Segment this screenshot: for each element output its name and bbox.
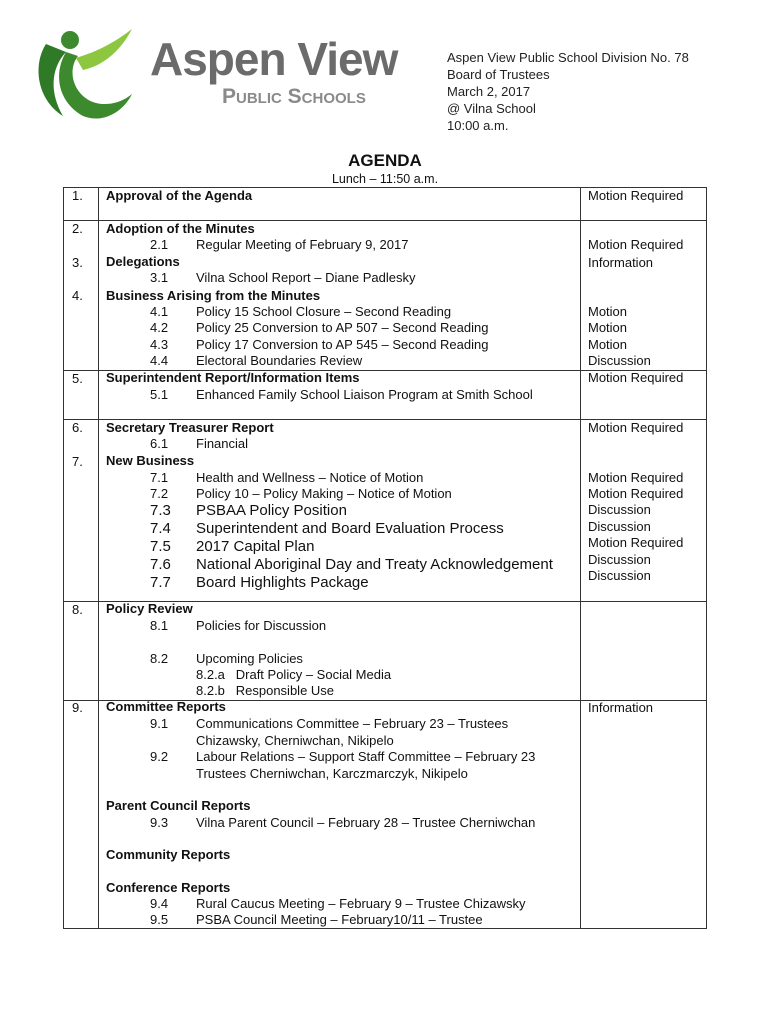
subitem-text: Chizawsky, Cherniwchan, Nikipelo — [196, 733, 394, 748]
item-number: 3. — [72, 255, 83, 270]
page-title: AGENDA — [348, 151, 422, 170]
item-title: Delegations — [106, 254, 180, 269]
subitem-number: 7.4 — [150, 520, 171, 537]
subitem-text: PSBAA Policy Position — [196, 502, 347, 519]
item-title: Superintendent Report/Information Items — [106, 370, 360, 385]
item-title: Secretary Treasurer Report — [106, 420, 274, 435]
subitem-number: 9.3 — [150, 815, 169, 830]
item-number: 1. — [72, 188, 83, 203]
header-line: March 2, 2017 — [447, 84, 531, 99]
item-title: Committee Reports — [106, 699, 226, 714]
subitem-text: Upcoming Policies — [196, 651, 303, 666]
subitem-number: 9.2 — [150, 749, 169, 764]
section-subheading: Parent Council Reports — [106, 798, 251, 813]
subitem-text: Policy 25 Conversion to AP 507 – Second Reading — [196, 320, 489, 335]
item-title: Approval of the Agenda — [106, 188, 253, 203]
meeting-header — [447, 49, 689, 134]
subitem-text: Regular Meeting of February 9, 2017 — [196, 237, 409, 252]
subitem-number: 7.5 — [150, 538, 171, 555]
subitem-number: 8.1 — [150, 618, 169, 633]
subitem-number: 3.1 — [150, 270, 169, 285]
item-number: 6. — [72, 420, 83, 435]
subitem-text: Communications Committee – February 23 – Trustees — [196, 716, 509, 731]
subitem-action: Discussion — [588, 519, 651, 534]
subitem-action: Discussion — [588, 353, 651, 368]
item-action: Motion Required — [588, 188, 684, 203]
item-action: Motion Required — [588, 237, 684, 252]
subitem-action: Motion Required — [588, 535, 684, 550]
item-number: 5. — [72, 371, 83, 386]
item-title: Policy Review — [106, 601, 193, 616]
subitem-number: 4.3 — [150, 337, 169, 352]
subitem-action: Motion Required — [588, 470, 684, 485]
item-action: Motion Required — [588, 370, 684, 385]
item-title: Business Arising from the Minutes — [106, 288, 321, 303]
subitem-number: 5.1 — [150, 387, 169, 402]
subitem-number: 4.1 — [150, 304, 169, 319]
subitem-number: 9.4 — [150, 896, 169, 911]
subitem-text: Policy 15 School Closure – Second Reading — [196, 304, 452, 319]
subitem-text: 8.2.b Responsible Use — [196, 683, 335, 698]
item-number: 4. — [72, 288, 83, 303]
subitem-text: 8.2.a Draft Policy – Social Media — [196, 667, 392, 682]
header-line: 10:00 a.m. — [447, 118, 509, 133]
header-line: Aspen View Public School Division No. 78 — [447, 50, 689, 65]
subitem-action: Motion — [588, 320, 628, 335]
subitem-text: 2017 Capital Plan — [196, 538, 315, 555]
subitem-number: 9.1 — [150, 716, 169, 731]
subitem-text: Financial — [196, 436, 249, 451]
item-action: Information — [588, 700, 654, 715]
aspen-view-logo-icon — [28, 24, 138, 124]
subitem-action: Motion — [588, 337, 628, 352]
subitem-number: 2.1 — [150, 237, 169, 252]
subitem-text: Superintendent and Board Evaluation Process — [196, 520, 504, 537]
subitem-text: Policy 17 Conversion to AP 545 – Second Reading — [196, 337, 489, 352]
subitem-text: Labour Relations – Support Staff Committee – February 23 — [196, 749, 536, 764]
subitem-text: Electoral Boundaries Review — [196, 353, 363, 368]
item-action: Information — [588, 255, 654, 270]
subitem-number: 7.2 — [150, 486, 169, 501]
subitem-number: 7.3 — [150, 502, 171, 519]
subitem-text: Vilna School Report – Diane Padlesky — [196, 270, 416, 285]
subitem-number: 9.5 — [150, 912, 169, 927]
subitem-number: 7.1 — [150, 470, 169, 485]
subitem-text: Trustees Cherniwchan, Karczmarczyk, Nikipelo — [196, 766, 468, 781]
subitem-action: Motion — [588, 304, 628, 319]
subitem-text: PSBA Council Meeting – February10/11 – Trustee — [196, 912, 483, 927]
header-line: Board of Trustees — [447, 67, 550, 82]
section-subheading: Conference Reports — [106, 880, 231, 895]
subitem-text: National Aboriginal Day and Treaty Acknowledgement — [196, 556, 553, 573]
item-title: Adoption of the Minutes — [106, 221, 255, 236]
header-line: @ Vilna School — [447, 101, 536, 116]
subitem-text: Board Highlights Package — [196, 574, 369, 591]
subitem-text: Policies for Discussion — [196, 618, 327, 633]
subitem-text: Vilna Parent Council – February 28 – Trustee Cherniwchan — [196, 815, 536, 830]
item-number: 7. — [72, 454, 83, 469]
subitem-number: 6.1 — [150, 436, 169, 451]
subitem-text: Health and Wellness – Notice of Motion — [196, 470, 424, 485]
subitem-action: Discussion — [588, 568, 651, 583]
subitem-action: Motion Required — [588, 486, 684, 501]
logo-name: Aspen View — [150, 33, 398, 85]
subitem-text: Rural Caucus Meeting – February 9 – Trustee Chizawsky — [196, 896, 526, 911]
item-number: 9. — [72, 700, 83, 715]
subitem-number: 4.4 — [150, 353, 169, 368]
subitem-text: Policy 10 – Policy Making – Notice of Motion — [196, 486, 452, 501]
lunch-time: Lunch – 11:50 a.m. — [331, 172, 439, 186]
subitem-number: 8.2 — [150, 651, 169, 666]
subitem-text: Enhanced Family School Liaison Program at Smith School — [196, 387, 533, 402]
item-action: Motion Required — [588, 420, 684, 435]
item-title: New Business — [106, 453, 195, 468]
item-number: 8. — [72, 602, 83, 617]
logo-subtitle: Public Schools — [222, 85, 366, 108]
subitem-number: 4.2 — [150, 320, 169, 335]
subitem-action: Discussion — [588, 502, 651, 517]
subitem-number: 7.7 — [150, 574, 171, 591]
item-number: 2. — [72, 221, 83, 236]
subitem-action: Discussion — [588, 552, 651, 567]
subitem-number: 7.6 — [150, 556, 171, 573]
section-subheading: Community Reports — [106, 847, 231, 862]
